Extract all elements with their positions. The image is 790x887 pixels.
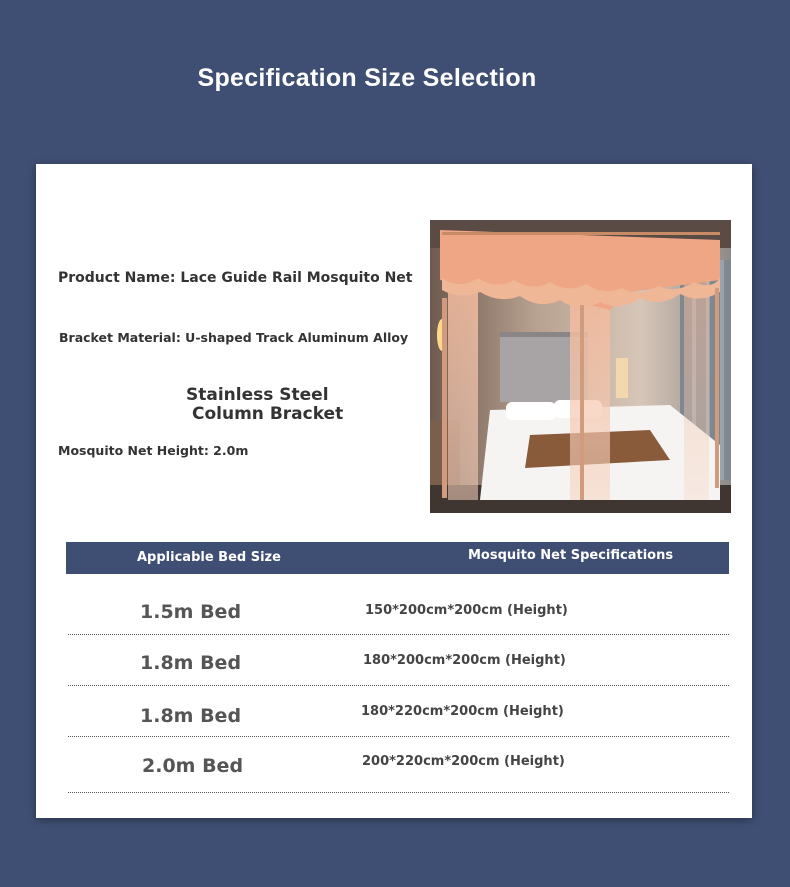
table-header [66, 542, 729, 574]
bracket-type-line1: Stainless Steel [186, 385, 329, 405]
spec-card [36, 164, 752, 818]
bracket-type [186, 386, 343, 424]
product-photo [430, 220, 731, 513]
row-divider [68, 792, 729, 793]
row-divider [68, 634, 729, 635]
table-row-bed: 1.5m Bed [140, 601, 242, 623]
row-divider [68, 736, 729, 737]
bracket-type-line2: Column Bracket [192, 404, 344, 424]
table-row-spec: 150*200cm*200cm (Height) [365, 603, 568, 618]
bracket-material: Bracket Material: U-shaped Track Aluminum Alloy [59, 330, 409, 345]
row-divider [68, 685, 729, 686]
table-row-spec: 180*200cm*200cm (Height) [363, 653, 566, 668]
table-row-bed: 1.8m Bed [140, 705, 242, 727]
table-row-spec: 180*220cm*200cm (Height) [361, 704, 564, 719]
product-name: Product Name: Lace Guide Rail Mosquito Net [58, 270, 413, 286]
header-net-spec: Mosquito Net Specifications [468, 548, 674, 563]
table-row-spec: 200*220cm*200cm (Height) [362, 754, 565, 769]
net-height: Mosquito Net Height: 2.0m [58, 443, 249, 458]
header-bed-size: Applicable Bed Size [137, 550, 281, 565]
table-row-bed: 1.8m Bed [140, 652, 242, 674]
table-row-bed: 2.0m Bed [142, 755, 244, 777]
page-title: Specification Size Selection [197, 64, 537, 92]
